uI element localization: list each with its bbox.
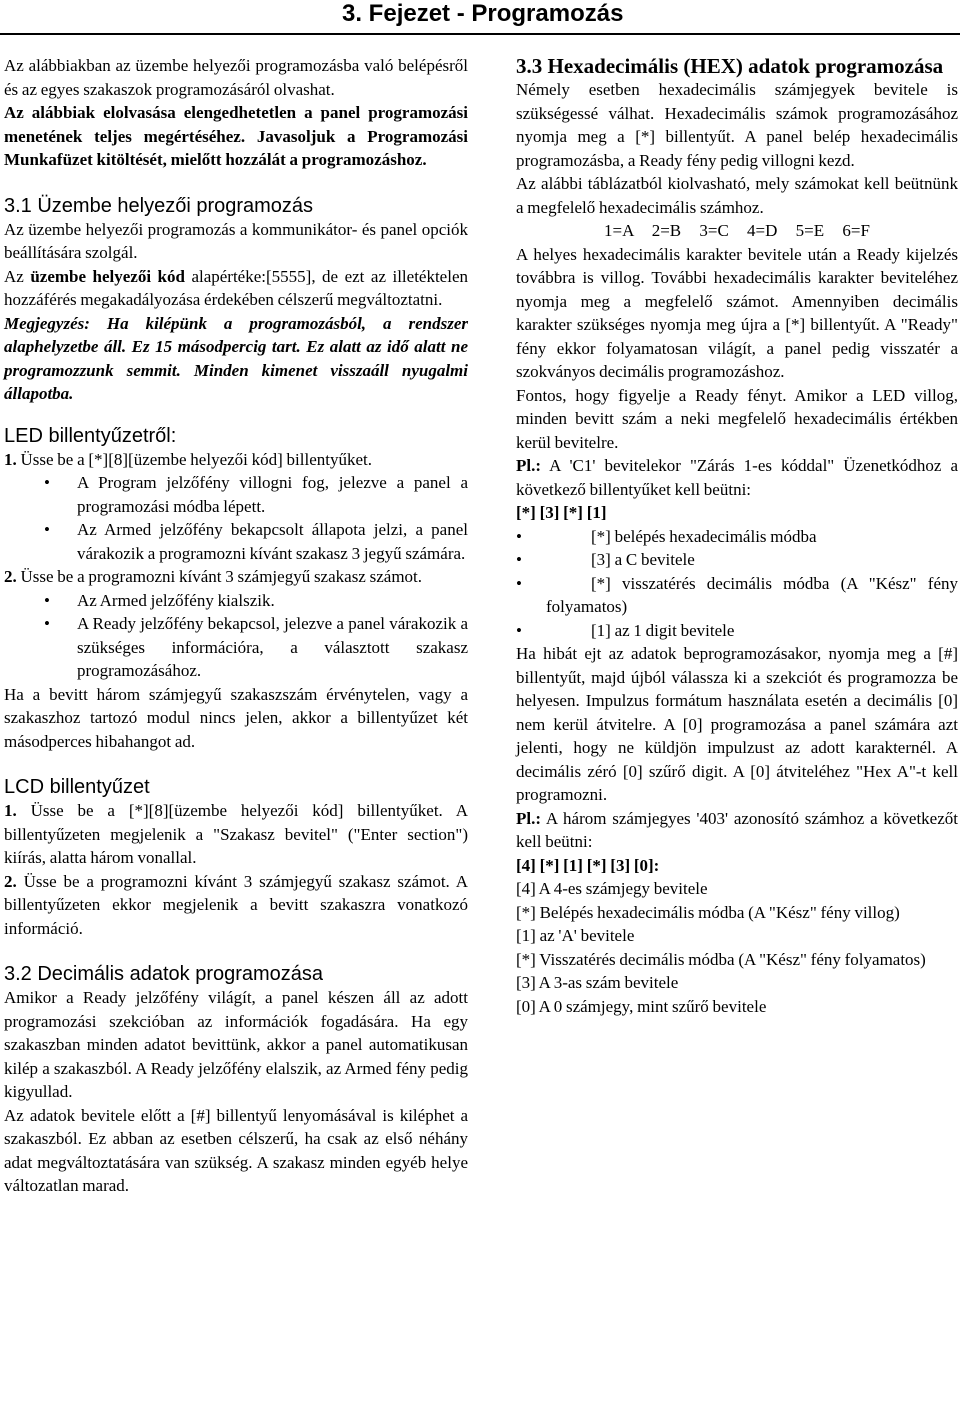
note-paragraph: Megjegyzés: Ha kilépünk a programozásból, a rendszer alaphelyzetbe áll. Ez 15 másodpercig tart. Ez alatt az idő alatt ne programozzunk semmit. Minden kimenet visszaáll nyugalmi állapotba. <box>4 313 468 403</box>
hex-intro-paragraph: Némely esetben hexadecimális számjegyek bevitele is szükségessé válhat. Hexadecimális számok programozásához nyomja meg a [*] billentyűt. A panel belép hexadecimális programozásba, a Ready fény pedig villogni kezd. <box>516 80 958 170</box>
hex-table-intro: Az alábbi táblázatból kiolvasható, mely számokat kell beütnünk a megfelelő hexadecimális számhoz. <box>516 174 958 217</box>
lcd-step-1: 1. Üsse be a [*][8][üzembe helyezői kód] billentyűket. A billentyűzeten megjelenik a "Szakasz bevitel" ("Enter section") kiírás, alatta három vonallal. <box>4 801 468 867</box>
example-1-bullets <box>516 525 958 643</box>
list-item: • A Ready jelzőfény bekapcsol, jelezve a panel várakozik a szükséges információra, a választott szakasz programozásához. <box>44 614 468 680</box>
section-3-1-title: 3.1 Üzembe helyezői programozás <box>4 194 314 217</box>
bullet-icon: • <box>44 473 50 492</box>
section-3-2-paragraph-1: Amikor a Ready jelzőfény világít, a panel készen áll az adott programozási szekcióban az információk fogadására. Ha egy szakaszban minden adatot bevittünk, akkor a panel automatikusan kilép a szakaszból. A Ready jelzőfény elalszik, az Armed fény pedig kigyullad. <box>4 988 468 1101</box>
bullet-icon: • <box>516 526 522 546</box>
installer-code-term: üzembe helyezői kód <box>30 266 185 286</box>
list-item: • A Program jelzőfény villogni fog, jelezve a panel a programozási módba lépett. <box>44 473 468 516</box>
example-2-line: [*] Belépés hexadecimális módba (A "Kész" fény villog) <box>516 902 900 922</box>
led-step-1: 1. Üsse be a [*][8][üzembe helyezői kód] billentyűket. <box>4 449 373 469</box>
intro-warning: Az alábbiak elolvasása elengedhetetlen a panel programozási menetének teljes megértéséhez. Javasoljuk a Programozási Munkafüzet kitöltését, mielőtt hozzálát a programozáshoz. <box>4 103 468 169</box>
intro-paragraph: Az alábbiakban az üzembe helyezői programozásba való belépésről és az egyes szakaszok programozásáról olvashat. <box>4 56 468 99</box>
list-item: • Az Armed jelzőfény bekapcsolt állapota jelzi, a panel várakozik a programozni kívánt szakasz 3 jegyű számára. <box>44 520 468 563</box>
bullet-icon: • <box>44 520 50 539</box>
led-error-paragraph: Ha a bevitt három számjegyű szakaszszám érvénytelen, vagy a szakaszhoz tartozó modul nincs jelen, akkor a billentyűzet két másodperces hibahangot ad. <box>4 684 468 751</box>
ready-light-paragraph: Fontos, hogy figyelje a Ready fényt. Amikor a LED villog, minden bevitt szám a neki megfelelő hexadecimális értékben kerül bevitelre. <box>516 385 958 452</box>
bullet-icon: • <box>516 573 522 593</box>
chapter-title: 3. Fejezet - Programozás <box>342 0 624 27</box>
error-correction-paragraph: Ha hibát ejt az adatok beprogramozásakor, nyomja meg a [#] billentyűt, majd újból válassza ki a szekciót és programozza be helyesen. Impulzus formátum használata esetén a decimális [0] nem kerül átvitelre. A [0] programozása a panel számára azt jelenti, hogy ne küldjön impulzust az adott karakternél. A decimális zéró [0] szűrő digit. A [0] átviteléhez "Hex A"-t kell programozni. <box>516 644 958 804</box>
led-step-2: 2. Üsse be a programozni kívánt 3 számjegyű szakasz számot. <box>4 567 423 586</box>
section-3-3-title: 3.3 Hexadecimális (HEX) adatok programozása <box>516 54 944 78</box>
left-column <box>4 54 468 1198</box>
hex-table: 1=A 2=B 3=C 4=D 5=E 6=F <box>604 221 870 240</box>
header-rule <box>0 33 960 35</box>
bullet-icon: • <box>516 550 522 569</box>
bullet-icon: • <box>44 590 50 610</box>
lcd-keypad-title: LCD billentyűzet <box>4 776 150 798</box>
example-1-keys: [*] [3] [*] [1] <box>516 503 607 522</box>
example-1: Pl.: A 'C1' bevitelekor "Zárás 1-es kóddal" Üzenetkódhoz a következő billentyűket kell beütni: <box>516 456 958 499</box>
example-2-keys: [4] [*] [1] [*] [3] [0]: <box>516 855 660 875</box>
hex-entry-paragraph: A helyes hexadecimális karakter bevitele után a Ready kijelzés továbbra is villog. További hexadecimális karakter beviteléhez nyomja meg a megfelelő számot. Amennyiben decimális karakter szükséges nyomja meg újra a [*] billentyűt. A "Ready" fény ekkor folyamatosan világít, a panel pedig visszatér a szokványos decimális programozáshoz. <box>516 244 958 381</box>
example-2-line: [4] A 4-es számjegy bevitele <box>516 879 708 898</box>
bullet-icon: • <box>44 614 50 633</box>
section-3-1-intro: Az üzembe helyezői programozás a kommunikátor- és panel opciók beállítására szolgál. <box>4 219 468 262</box>
led-step-1-bullets <box>4 471 468 565</box>
bullet-icon: • <box>516 620 522 640</box>
section-3-2-paragraph-2: Az adatok bevitele előtt a [#] billentyű lenyomásával is kiléphet a szakaszból. Ez abban az esetben célszerű, ha csak az első néhány adat megváltoztatására van szükség. A szakasz minden egyéb helye változatlan marad. <box>4 1105 468 1195</box>
list-item: • [3] a C bevitele <box>516 548 958 572</box>
list-item: • [*] visszatérés decimális módba (A "Kész" fény folyamatos) <box>516 573 958 616</box>
list-item: • Az Armed jelzőfény kialszik. <box>4 589 468 613</box>
example-2: Pl.: A három számjegyes '403' azonosító számhoz a következőt kell beütni: <box>516 808 958 851</box>
list-item: • [*] belépés hexadecimális módba <box>516 525 958 549</box>
right-column <box>516 54 958 1018</box>
example-2-line: [3] A 3-as szám bevitele <box>516 973 679 992</box>
installer-code-paragraph: Az üzembe helyezői kód alapértéke:[5555], de ezt az illetéktelen hozzáférés megakadályozása érdekében célszerű megváltoztatni. <box>4 266 468 309</box>
lcd-step-2: 2. Üsse be a programozni kívánt 3 számjegyű szakasz számot. A billentyűzeten ekkor megjelenik a bevitt szakaszra vonatkozó információ. <box>4 871 468 938</box>
example-2-line: [0] A 0 számjegy, mint szűrő bevitele <box>516 996 767 1016</box>
example-2-line: [*] Visszatérés decimális módba (A "Kész" fény folyamatos) <box>516 949 926 969</box>
led-step-2-bullets <box>4 589 468 683</box>
led-keypad-title: LED billentyűzetről: <box>4 424 177 447</box>
example-2-line: [1] az 'A' bevitele <box>516 926 635 945</box>
list-item: • [1] az 1 digit bevitele <box>516 619 958 643</box>
section-3-2-title: 3.2 Decimális adatok programozása <box>4 963 324 985</box>
